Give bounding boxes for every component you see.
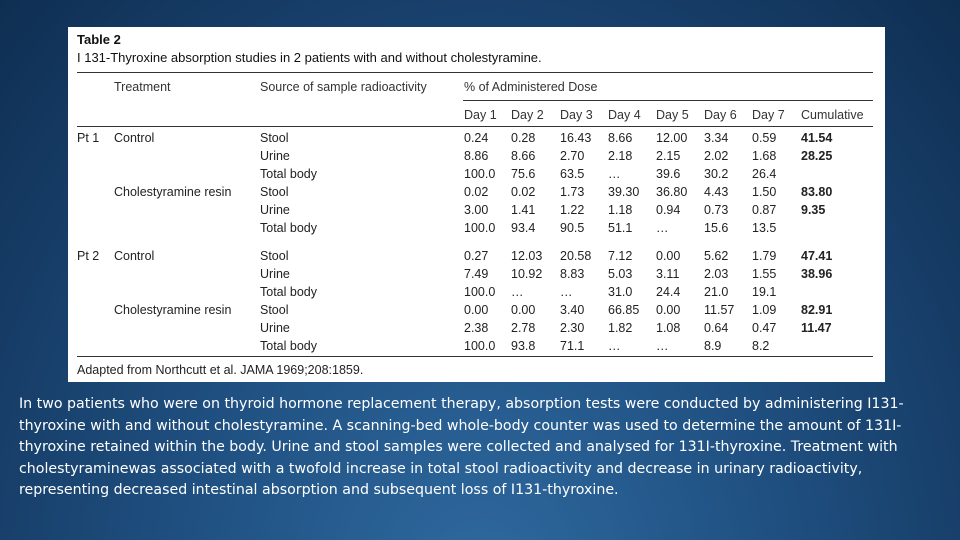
table-cell: 15.6 (704, 221, 729, 235)
table-cell: … (608, 167, 621, 181)
table-cell: … (560, 285, 573, 299)
table-cell: 71.1 (560, 339, 585, 353)
table-cell: 24.4 (656, 285, 681, 299)
table-cell: 75.6 (511, 167, 536, 181)
table-cell: 39.30 (608, 185, 640, 199)
header-day: Day 1 (464, 108, 497, 122)
table-cell: 0.00 (464, 303, 489, 317)
cumulative-cell: 47.41 (801, 249, 833, 263)
table-cell: 0.94 (656, 203, 681, 217)
table-cell: … (511, 285, 524, 299)
header-dose-group: % of Administered Dose (464, 80, 598, 94)
table-caption: I 131-Thyroxine absorption studies in 2 patients with and without cholestyramine. (77, 50, 542, 65)
table-cell: 1.50 (752, 185, 777, 199)
table-title: Table 2 (77, 32, 121, 47)
header-bottom-rule (77, 126, 873, 127)
table-cell: 1.08 (656, 321, 681, 335)
table-cell: 8.83 (560, 267, 585, 281)
table-cell: 0.27 (464, 249, 489, 263)
treatment-label: Cholestyramine resin (114, 303, 232, 317)
header-day: Day 6 (704, 108, 737, 122)
treatment-label: Control (114, 131, 155, 145)
table-cell: 7.12 (608, 249, 633, 263)
source-label: Stool (260, 303, 289, 317)
source-label: Urine (260, 149, 290, 163)
table-cell: 3.34 (704, 131, 729, 145)
source-label: Total body (260, 339, 317, 353)
table-cell: 1.22 (560, 203, 585, 217)
table-cell: 2.30 (560, 321, 585, 335)
source-label: Urine (260, 267, 290, 281)
table-cell: 1.41 (511, 203, 536, 217)
source-label: Urine (260, 321, 290, 335)
table-cell: 1.18 (608, 203, 633, 217)
cumulative-cell: 41.54 (801, 131, 833, 145)
table-cell: 2.02 (704, 149, 729, 163)
table-card (68, 27, 885, 382)
table-cell: 39.6 (656, 167, 681, 181)
table-cell: 19.1 (752, 285, 777, 299)
header-day: Day 7 (752, 108, 785, 122)
header-day: Cumulative (801, 108, 864, 122)
cumulative-cell: 83.80 (801, 185, 833, 199)
table-cell: 100.0 (464, 167, 496, 181)
header-day: Day 4 (608, 108, 641, 122)
table-cell: 0.59 (752, 131, 777, 145)
table-cell: 2.78 (511, 321, 536, 335)
table-cell: 93.4 (511, 221, 536, 235)
table-cell: 0.00 (511, 303, 536, 317)
source-label: Total body (260, 285, 317, 299)
table-cell: 30.2 (704, 167, 729, 181)
table-cell: 1.82 (608, 321, 633, 335)
table-cell: 8.66 (608, 131, 633, 145)
table-cell: 20.58 (560, 249, 592, 263)
table-cell: 0.02 (464, 185, 489, 199)
table-cell: 13.5 (752, 221, 777, 235)
source-label: Total body (260, 221, 317, 235)
table-cell: 1.68 (752, 149, 777, 163)
table-cell: 2.15 (656, 149, 681, 163)
table-cell: 100.0 (464, 339, 496, 353)
table-cell: 0.24 (464, 131, 489, 145)
cumulative-cell: 82.91 (801, 303, 833, 317)
table-cell: 26.4 (752, 167, 777, 181)
table-cell: … (656, 221, 669, 235)
table-footnote: Adapted from Northcutt et al. JAMA 1969;208:1859. (77, 363, 364, 377)
table-top-rule (77, 72, 873, 73)
table-cell: 63.5 (560, 167, 585, 181)
table-cell: 31.0 (608, 285, 633, 299)
cumulative-cell: 28.25 (801, 149, 833, 163)
table-cell: 7.49 (464, 267, 489, 281)
table-cell: 100.0 (464, 285, 496, 299)
table-cell: 1.73 (560, 185, 585, 199)
table-cell: 3.11 (656, 267, 680, 281)
table-cell: 0.87 (752, 203, 777, 217)
table-cell: 3.40 (560, 303, 585, 317)
table-cell: 0.47 (752, 321, 777, 335)
treatment-label: Cholestyramine resin (114, 185, 232, 199)
table-cell: 1.09 (752, 303, 777, 317)
table-cell: 8.9 (704, 339, 722, 353)
table-cell: 51.1 (608, 221, 633, 235)
table-cell: 8.2 (752, 339, 770, 353)
table-cell: 3.00 (464, 203, 489, 217)
patient-label: Pt 2 (77, 249, 100, 263)
table-cell: 5.03 (608, 267, 633, 281)
table-cell: 93.8 (511, 339, 536, 353)
header-day: Day 2 (511, 108, 544, 122)
table-cell: 5.62 (704, 249, 729, 263)
body-paragraph: In two patients who were on thyroid hormone replacement therapy, absorption tests were conducted by administering I131- thyroxine with and without cholestyramine. A scanning-bed whole-body counter was used to determine the amount of 131I-thyroxine retained within the body. Urine and stool samples were collected and analysed for 131I-thyroxine. Treatment with cholestyraminewas associated with a twofold increase in total stool radioactivity and decrease in urinary radioactivity, representing decreased intestinal absorption and subsequent loss of I131-thyroxine. (19, 396, 904, 498)
source-label: Stool (260, 185, 289, 199)
table-cell: 0.00 (656, 303, 681, 317)
table-cell: 0.73 (704, 203, 729, 217)
table-cell: 0.00 (656, 249, 681, 263)
source-label: Urine (260, 203, 290, 217)
table-cell: 4.43 (704, 185, 729, 199)
table-cell: 66.85 (608, 303, 640, 317)
cumulative-cell: 38.96 (801, 267, 833, 281)
cumulative-cell: 11.47 (801, 321, 832, 335)
header-day: Day 3 (560, 108, 593, 122)
table-cell: 90.5 (560, 221, 585, 235)
table-cell: 36.80 (656, 185, 688, 199)
table-cell: 2.03 (704, 267, 729, 281)
table-cell: 2.18 (608, 149, 633, 163)
source-label: Total body (260, 167, 317, 181)
table-cell: 16.43 (560, 131, 592, 145)
table-cell: 0.02 (511, 185, 536, 199)
table-cell: 2.38 (464, 321, 489, 335)
table-cell: 8.66 (511, 149, 536, 163)
table-cell: 12.03 (511, 249, 543, 263)
source-label: Stool (260, 131, 289, 145)
table-bottom-rule (77, 356, 873, 357)
table-cell: 1.79 (752, 249, 777, 263)
table-cell: 11.57 (704, 303, 735, 317)
table-cell: 21.0 (704, 285, 729, 299)
table-cell: 100.0 (464, 221, 496, 235)
header-treatment: Treatment (114, 80, 171, 94)
header-source: Source of sample radioactivity (260, 80, 427, 94)
table-cell: 2.70 (560, 149, 585, 163)
source-label: Stool (260, 249, 289, 263)
header-group-rule (463, 100, 873, 101)
table-cell: 0.28 (511, 131, 536, 145)
table-cell: 10.92 (511, 267, 543, 281)
table-cell: 0.64 (704, 321, 729, 335)
treatment-label: Control (114, 249, 155, 263)
table-cell: … (656, 339, 669, 353)
table-cell: 8.86 (464, 149, 489, 163)
table-cell: … (608, 339, 621, 353)
cumulative-cell: 9.35 (801, 203, 826, 217)
table-cell: 1.55 (752, 267, 777, 281)
table-cell: 12.00 (656, 131, 688, 145)
patient-label: Pt 1 (77, 131, 100, 145)
header-day: Day 5 (656, 108, 689, 122)
